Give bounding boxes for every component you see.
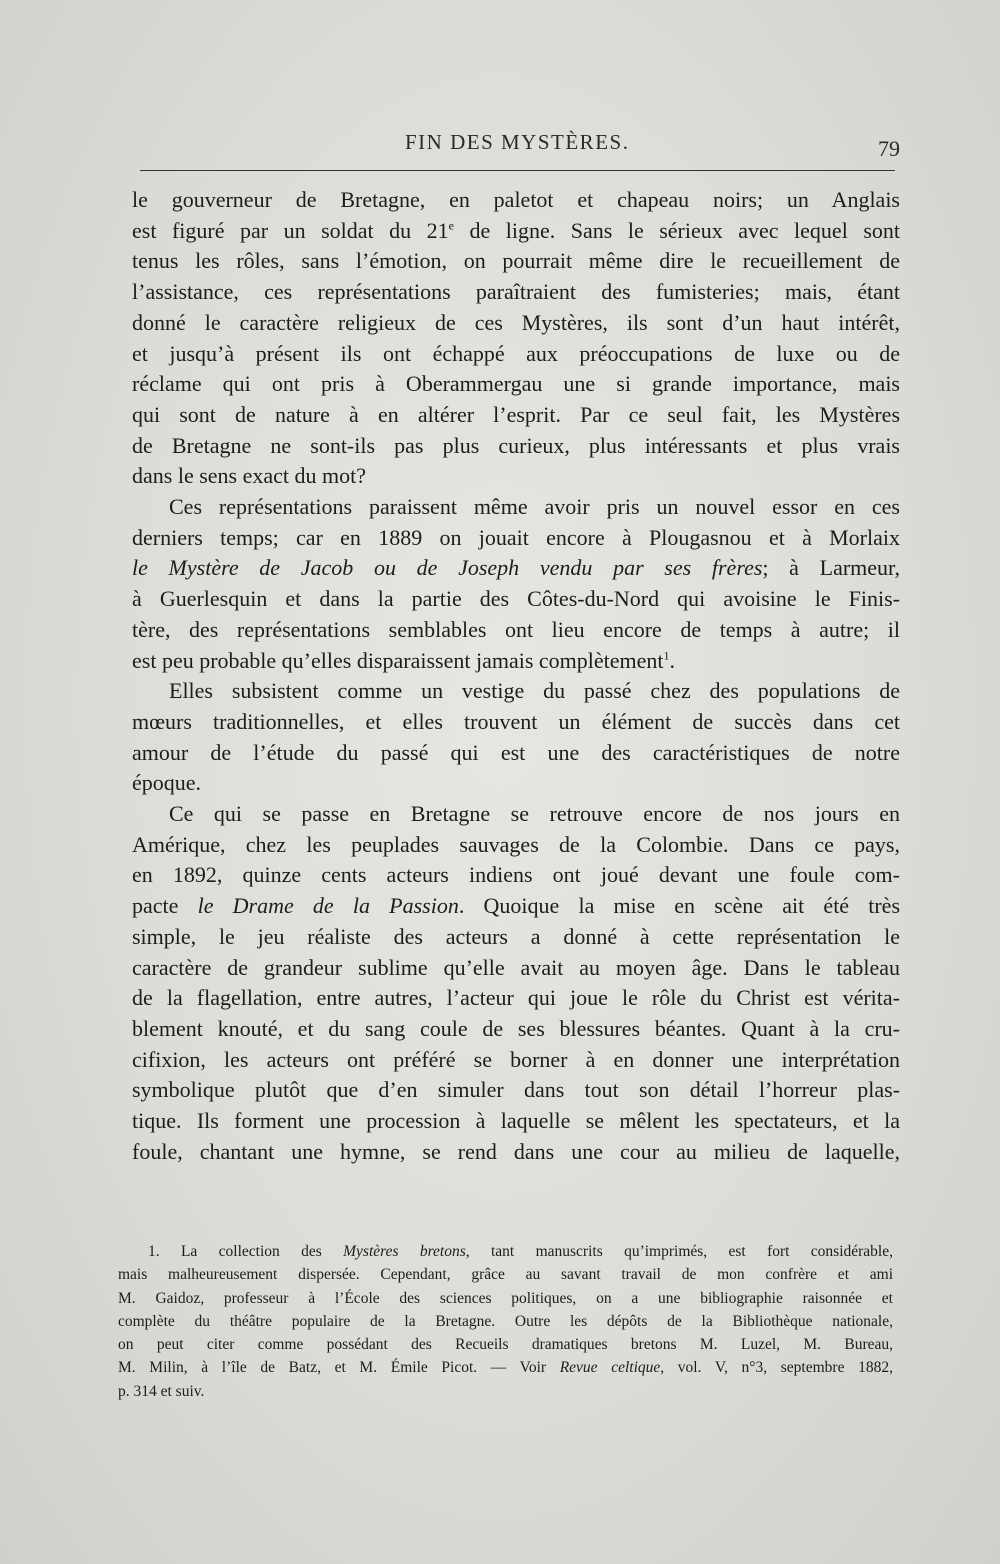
text-line [132, 216, 900, 247]
text-line: Ces représentations paraissent même avoir pris un nouvel essor en ces [169, 494, 900, 520]
text-line: époque. [132, 770, 202, 796]
paragraph [132, 185, 900, 492]
header-rule [140, 170, 895, 171]
footnote-line [118, 1356, 893, 1379]
text-fragment: ; à Larmeur, [762, 555, 900, 581]
text-line: donné le caractère religieux de ces Mystères, ils sont d’un haut intérêt, [132, 309, 900, 335]
footnotes [118, 1240, 893, 1403]
paragraph [132, 799, 900, 1167]
text-line: foule, chantant une hymne, se rend dans une cour au milieu de laquelle, [132, 1138, 900, 1164]
text-fragment: de ligne. Sans le sérieux avec lequel sont [453, 217, 900, 243]
text-line: symbolique plutôt que d’en simuler dans tout son détail l’horreur plas- [132, 1077, 900, 1103]
text-line: à Guerlesquin et dans la partie des Côtes-du-Nord qui avoisine le Finis- [132, 586, 900, 612]
text-line: Ce qui se passe en Bretagne se retrouve encore de nos jours en [169, 801, 900, 827]
page-number: 79 [878, 136, 900, 161]
text-line: réclame qui ont pris à Oberammergau une si grande importance, mais [132, 371, 900, 397]
text-line [132, 646, 900, 677]
text-fragment: M. Milin, à l’île de Batz, et M. Émile Picot. — Voir [118, 1359, 560, 1377]
text-line: simple, le jeu réaliste des acteurs a donné à cette représentation le [132, 923, 900, 949]
text-fragment: . [669, 647, 676, 673]
paragraph [132, 676, 900, 799]
italic-title: le Mystère de Jacob ou de Joseph vendu par ses frères [132, 555, 763, 581]
text-line: dans le sens exact du mot? [132, 463, 366, 489]
text-line: Elles subsistent comme un vestige du passé chez des populations de [169, 678, 900, 704]
text-line: cifixion, les acteurs ont préféré se borner à en donner une interprétation [132, 1046, 900, 1072]
footnote-line [118, 1240, 893, 1263]
text-fragment: , tant manuscrits qu’imprimés, est fort considérable, [465, 1243, 893, 1260]
footnote-line: on peut citer comme possédant des Recueils dramatiques bretons M. Luzel, M. Bureau, [118, 1336, 893, 1354]
footnote-line: complète du théâtre populaire de la Bretagne. Outre les dépôts de la Bibliothèque nationale, [118, 1312, 893, 1330]
text-fragment: 1. La collection des [148, 1243, 344, 1260]
footnote-line: M. Gaidoz, professeur à l’École des sciences politiques, on a une bibliographie raisonnée et [118, 1289, 893, 1307]
body-text [132, 185, 900, 1168]
text-line: le gouverneur de Bretagne, en paletot et chapeau noirs; un Anglais [132, 187, 900, 212]
footnote [118, 1240, 893, 1403]
running-head [140, 130, 900, 174]
footnote-reference: 1 [663, 648, 670, 663]
text-line: et jusqu’à présent ils ont échappé aux préoccupations de luxe ou de [132, 340, 900, 366]
text-line: de Bretagne ne sont-ils pas plus curieux, plus intéressants et plus vrais [132, 432, 900, 458]
footnote-line: p. 314 et suiv. [118, 1382, 205, 1400]
text-line: en 1892, quinze cents acteurs indiens ont joué devant une foule com- [132, 862, 900, 888]
text-fragment: pacte [132, 893, 198, 919]
text-line: qui sont de nature à en altérer l’esprit. Par ce seul fait, les Mystères [132, 401, 900, 427]
text-fragment: . Quoique la mise en scène ait été très [458, 893, 901, 919]
text-line: blement knouté, et du sang coule de ses blessures béantes. Quant à la cru- [132, 1015, 900, 1041]
footnote-line: mais malheureusement dispersée. Cependant, grâce au savant travail de mon confrère et ami [118, 1266, 893, 1284]
text-line: de la flagellation, entre autres, l’acteur qui joue le rôle du Christ est vérita- [132, 985, 900, 1011]
text-line: derniers temps; car en 1889 on jouait encore à Plougasnou et à Morlaix [132, 524, 900, 550]
text-line: tenus les rôles, sans l’émotion, on pourrait même dire le recueillement de [132, 248, 900, 274]
running-title: FIN DES MYSTÈRES. [405, 130, 630, 154]
text-line: l’assistance, ces représentations paraîtraient des fumisteries; mais, étant [132, 279, 900, 305]
text-line: tique. Ils forment une procession à laquelle se mêlent les spectateurs, et la [132, 1108, 900, 1134]
text-line: tère, des représentations semblables ont lieu encore de temps à autre; il [132, 616, 900, 642]
text-line [132, 891, 900, 922]
text-fragment: est peu probable qu’elles disparaissent jamais complètement [132, 647, 664, 673]
text-line: caractère de grandeur sublime qu’elle avait au moyen âge. Dans le tableau [132, 954, 900, 980]
paragraph [132, 492, 900, 676]
text-line: Amérique, chez les peuplades sauvages de la Colombie. Dans ce pays, [132, 831, 900, 857]
text-line: mœurs traditionnelles, et elles trouvent un élément de succès dans cet [132, 708, 900, 734]
text-fragment: , vol. V, n°3, septembre 1882, [660, 1359, 893, 1377]
text-fragment: est figuré par un soldat du 21 [132, 217, 449, 243]
italic-title: le Drame de la Passion [197, 893, 459, 919]
italic-title: Revue celtique [559, 1359, 661, 1377]
superscript: e [448, 218, 454, 233]
text-line [132, 553, 900, 584]
italic-title: Mystères bretons [343, 1243, 466, 1260]
text-line: amour de l’étude du passé qui est une des caractéristiques de notre [132, 739, 900, 765]
